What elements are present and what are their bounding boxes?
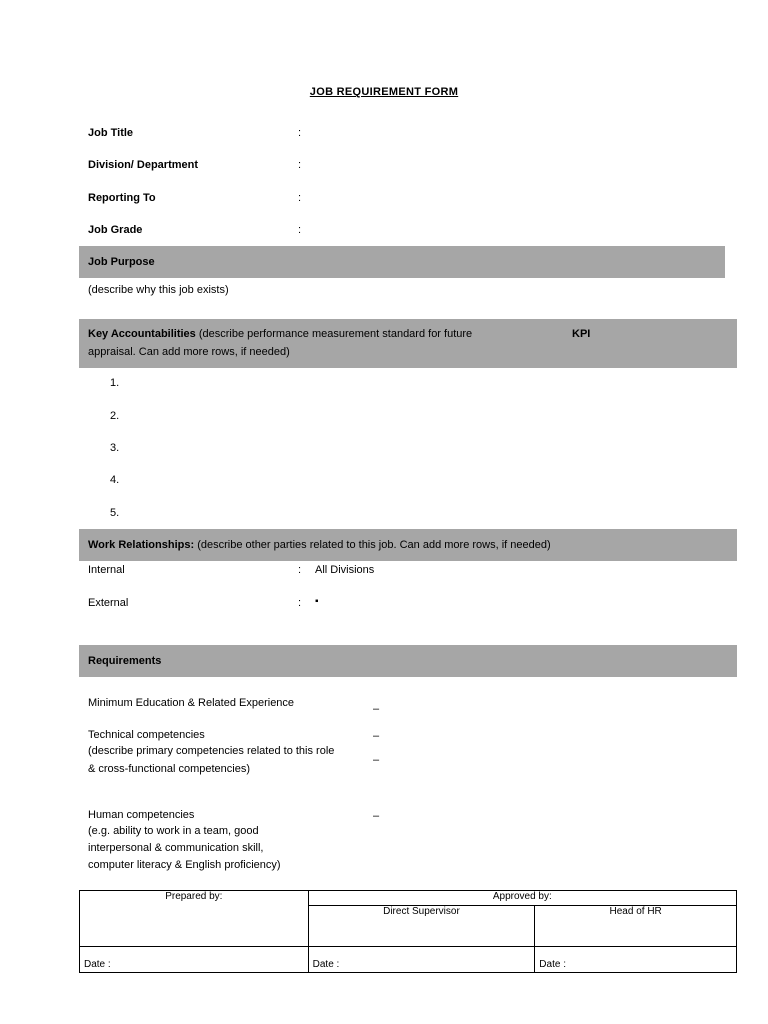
external-colon: : bbox=[298, 597, 302, 609]
work-relationships-heading: Work Relationships bbox=[88, 539, 191, 551]
external-bullet: ▪ bbox=[315, 596, 319, 607]
key-accountabilities-band bbox=[79, 319, 737, 368]
form-title: JOB REQUIREMENT FORM bbox=[309, 86, 459, 98]
technical-competencies-desc-1: (describe primary competencies related to this role bbox=[88, 745, 335, 757]
human-competencies-title: Human competencies bbox=[88, 809, 195, 821]
technical-competencies-title: Technical competencies bbox=[88, 729, 205, 741]
requirements-heading: Requirements bbox=[88, 655, 162, 667]
key-accountabilities-note-1: (describe performance measurement standard for future bbox=[198, 328, 473, 340]
requirements-band bbox=[79, 645, 737, 677]
min-education-dash: – bbox=[373, 703, 380, 715]
accountability-item-2: 2. bbox=[110, 410, 120, 422]
approved-by-label: Approved by: bbox=[492, 891, 552, 902]
technical-dash-1: – bbox=[373, 730, 380, 742]
key-accountabilities-note-2: appraisal. Can add more rows, if needed) bbox=[88, 346, 290, 358]
prepared-date-label: Date : bbox=[84, 959, 111, 970]
external-label: External bbox=[88, 597, 129, 609]
job-purpose-band bbox=[79, 246, 725, 278]
technical-competencies-desc-2: & cross-functional competencies) bbox=[88, 763, 251, 775]
key-accountabilities-heading: Key Accountabilities bbox=[88, 328, 196, 340]
human-competencies-desc-2: interpersonal & communication skill, bbox=[88, 842, 264, 854]
internal-value: All Divisions bbox=[315, 564, 375, 576]
work-relationships-colon: : bbox=[190, 539, 195, 551]
work-relationships-band bbox=[79, 529, 737, 561]
prepared-by-label: Prepared by: bbox=[165, 891, 223, 902]
work-relationships-note: (describe other parties related to this job. Can add more rows, if needed) bbox=[197, 539, 551, 551]
job-title-label: Job Title bbox=[88, 127, 134, 139]
reporting-to-colon: : bbox=[298, 192, 302, 204]
min-education-label: Minimum Education & Related Experience bbox=[88, 697, 295, 709]
approved-by-cell bbox=[308, 891, 736, 906]
human-competencies-desc-1: (e.g. ability to work in a team, good bbox=[88, 825, 259, 837]
human-dash: – bbox=[373, 810, 380, 822]
job-purpose-heading: Job Purpose bbox=[88, 256, 155, 268]
accountability-item-1: 1. bbox=[110, 377, 120, 389]
prepared-by-cell bbox=[80, 891, 309, 947]
direct-supervisor-label: Direct Supervisor bbox=[383, 906, 460, 917]
internal-colon: : bbox=[298, 564, 302, 576]
hr-date-label: Date : bbox=[539, 959, 566, 970]
head-of-hr-cell bbox=[535, 906, 737, 947]
hr-date-cell bbox=[535, 947, 737, 973]
key-accountabilities-line1 bbox=[88, 328, 472, 340]
accountability-item-4: 4. bbox=[110, 474, 120, 486]
job-purpose-description: (describe why this job exists) bbox=[88, 284, 229, 296]
job-title-colon: : bbox=[298, 127, 302, 139]
work-relationships-line bbox=[88, 539, 551, 551]
division-colon: : bbox=[298, 159, 302, 171]
prepared-date-cell bbox=[80, 947, 309, 973]
reporting-to-label: Reporting To bbox=[88, 192, 156, 204]
job-grade-label: Job Grade bbox=[88, 224, 143, 236]
head-of-hr-label: Head of HR bbox=[609, 906, 662, 917]
internal-label: Internal bbox=[88, 564, 125, 576]
supervisor-date-cell bbox=[308, 947, 535, 973]
kpi-label: KPI bbox=[572, 328, 591, 340]
direct-supervisor-cell bbox=[308, 906, 535, 947]
technical-dash-2: – bbox=[373, 754, 380, 766]
division-label: Division/ Department bbox=[88, 159, 199, 171]
human-competencies-desc-3: computer literacy & English proficiency) bbox=[88, 859, 281, 871]
accountability-item-3: 3. bbox=[110, 442, 120, 454]
supervisor-date-label: Date : bbox=[312, 959, 340, 970]
signoff-table bbox=[79, 890, 737, 973]
accountability-item-5: 5. bbox=[110, 507, 120, 519]
job-grade-colon: : bbox=[298, 224, 302, 236]
